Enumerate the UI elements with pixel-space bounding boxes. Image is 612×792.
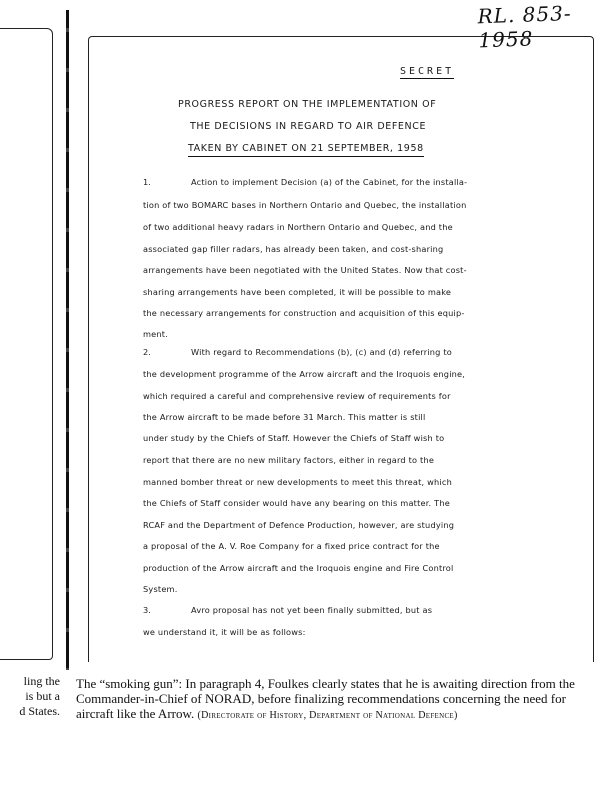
paragraph-line: we understand it, it will be as follows:	[143, 627, 306, 637]
classification-marking: SECRET	[400, 66, 455, 77]
paragraph-line: RCAF and the Department of Defence Production, however, are studying	[143, 520, 455, 530]
paragraph-number: 2.	[143, 347, 151, 357]
paragraph-line: arrangements have been negotiated with the United States. Now that cost-	[143, 265, 467, 275]
paragraph-line: under study by the Chiefs of Staff. However the Chiefs of Staff wish to	[143, 433, 445, 443]
paragraph-line: the Arrow aircraft to be made before 31 March. This matter is still	[143, 412, 426, 422]
facing-page-line: d States.	[19, 704, 60, 718]
facing-page	[0, 0, 62, 792]
book-spine	[66, 10, 69, 670]
paragraph-line: sharing arrangements have been completed, it will be possible to make	[143, 287, 452, 297]
paragraph-number: 3.	[143, 605, 151, 615]
paragraph-line: Avro proposal has not yet been finally submitted, but as	[191, 605, 433, 615]
handwritten-reference: RL. 853-1958	[477, 1, 572, 53]
facing-page-frame	[0, 28, 53, 660]
paragraph-line: report that there are no new military factors, either in regard to the	[143, 455, 435, 465]
paragraph-line: ment.	[143, 329, 169, 339]
paragraph-line: System.	[143, 584, 178, 594]
paragraph-line: a proposal of the A. V. Roe Company for a fixed price contract for the	[143, 541, 440, 551]
caption-text: The “smoking gun”: In paragraph 4, Foulkes clearly states that he is awaiting direction from the Commander-in-Chief of NORAD, before finalizing recommendations concerning the need for aircraft like the Arrow.	[76, 676, 575, 721]
paragraph-line: of two additional heavy radars in Northern Ontario and Quebec, and the	[143, 222, 453, 232]
facing-page-line: is but a	[25, 689, 60, 703]
caption-credit: (Directorate of History, Department of National Defence)	[197, 710, 458, 721]
paragraph-line: production of the Arrow aircraft and the Iroquois engine and Fire Control	[143, 563, 454, 573]
paragraph-number: 1.	[143, 177, 151, 187]
paragraph-line: With regard to Recommendations (b), (c) and (d) referring to	[191, 347, 452, 357]
figure-caption	[76, 676, 596, 723]
paragraph-line: the necessary arrangements for construction and acquisition of this equip-	[143, 308, 465, 318]
paragraph-line: associated gap filler radars, has already been taken, and cost-sharing	[143, 244, 444, 254]
paragraph-line: tion of two BOMARC bases in Northern Ontario and Quebec, the installation	[143, 200, 467, 210]
paragraph-line: Action to implement Decision (a) of the Cabinet, for the installa-	[191, 177, 468, 187]
paragraph-line: manned bomber threat or new developments to meet this threat, which	[143, 477, 452, 487]
paragraph-line: the development programme of the Arrow aircraft and the Iroquois engine,	[143, 369, 466, 379]
document-title-line: PROGRESS REPORT ON THE IMPLEMENTATION OF	[178, 99, 437, 110]
document-title-line: TAKEN BY CABINET ON 21 SEPTEMBER, 1958	[188, 143, 424, 157]
facing-page-line: ling the	[23, 674, 60, 688]
paragraph-line: the Chiefs of Staff consider would have any bearing on this matter. The	[143, 498, 450, 508]
paragraph-line: which required a careful and comprehensive review of requirements for	[143, 391, 451, 401]
document-title-line: THE DECISIONS IN REGARD TO AIR DEFENCE	[190, 121, 427, 132]
facing-page-text	[0, 674, 60, 719]
